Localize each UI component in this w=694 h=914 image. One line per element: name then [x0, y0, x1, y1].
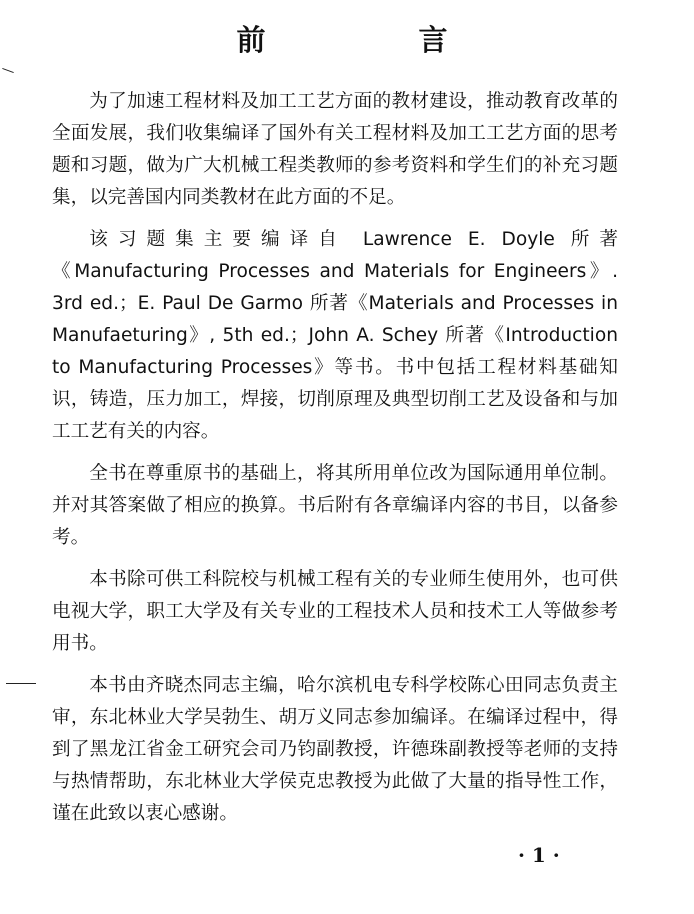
- scan-artifact-line: [2, 68, 14, 73]
- page-number: · 1 ·: [518, 843, 560, 867]
- paragraph-1: 为了加速工程材料及加工工艺方面的教材建设，推动教育改革的全面发展，我们收集编译了国外有关工程材料及加工工艺方面的思考题和习题，做为广大机械工程类教师的参考资料和学生们的补充习题集，以完善国内同类教材在此方面的不足。: [52, 91, 618, 208]
- scan-artifact-line: [6, 683, 36, 684]
- page-title: 前 言: [236, 23, 510, 57]
- paragraph-5: 本书由齐晓杰同志主编，哈尔滨机电专科学校陈心田同志负责主审，东北林业大学吴勃生、胡万义同志参加编译。在编译过程中，得到了黑龙江省金工研究会司乃钧副教授，许德珠副教授等老师的支持与热情帮助，东北林业大学侯克忠教授为此做了大量的指导性工作，谨在此致以衷心感谢。: [52, 675, 618, 824]
- paragraph-4: 本书除可供工科院校与机械工程有关的专业师生使用外，也可供电视大学，职工大学及有关专业的工程技术人员和技术工人等做参考用书。: [52, 569, 618, 654]
- paragraph-3: 全书在尊重原书的基础上，将其所用单位改为国际通用单位制。并对其答案做了相应的换算。书后附有各章编译内容的书目，以备参考。: [52, 463, 618, 548]
- paragraph-2: 该习题集主要编译自 Lawrence E. Doyle 所著《Manufacturing Processes and Materials for Engineers》. 3rd ed.；E. Paul De Garmo 所著《Materials and Processes in Manufaeturing》, 5th ed.；John A. Schey 所著《Introduction to Manufacturing Processes》等书。书中包括工程材料基础知识，铸造，压力加工，焊接，切削原理及典型切削工艺及设备和与加工工艺有关的内容。: [52, 229, 618, 442]
- body-text: [52, 86, 618, 840]
